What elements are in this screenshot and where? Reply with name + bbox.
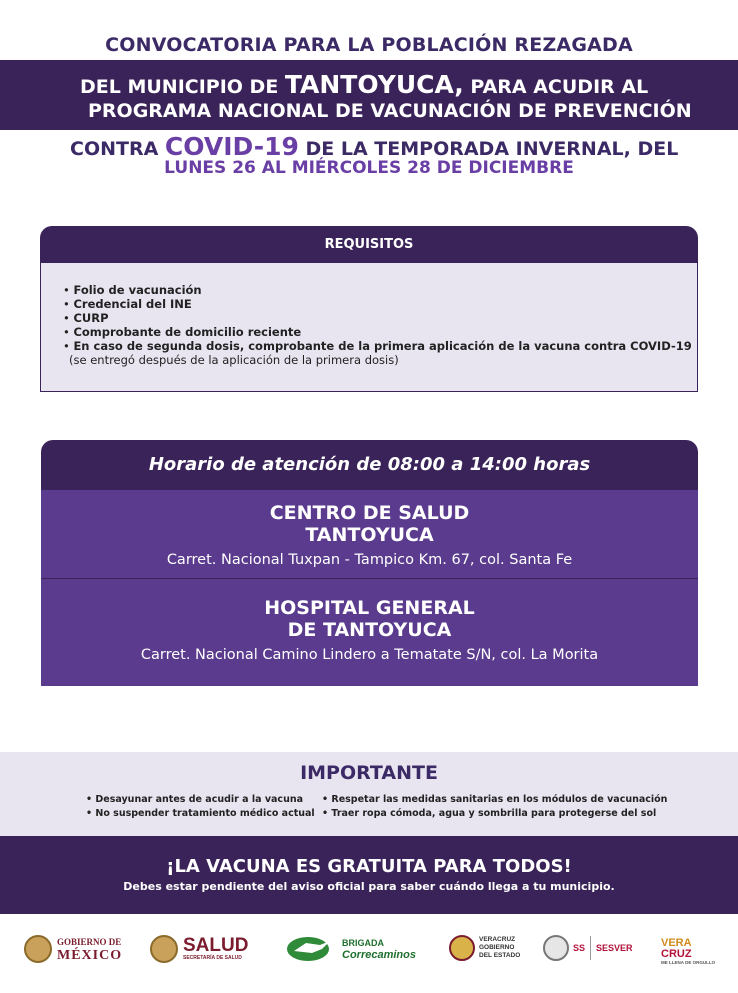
shield-icon <box>449 935 475 961</box>
gobierno-mexico-logo <box>24 935 122 963</box>
title-line-3: PROGRAMA NACIONAL DE VACUNACIÓN DE PREVENCIÓN <box>88 100 692 122</box>
list-item: • No suspender tratamiento médico actual <box>86 808 315 819</box>
logo-text: MÉXICO <box>57 947 123 963</box>
list-item: • Folio de vacunación <box>63 283 202 297</box>
logo-text: VERA <box>661 937 692 949</box>
list-item: • Comprobante de domicilio reciente <box>63 325 302 339</box>
title-line-2-pre: DEL MUNICIPIO DE <box>80 76 285 98</box>
title-line-2 <box>80 70 648 99</box>
logo-text: DEL ESTADO <box>479 952 521 959</box>
site-card <box>41 579 698 686</box>
horario-header: Horario de atención de 08:00 a 14:00 horas <box>41 440 698 490</box>
veracruz-gobierno-logo <box>449 935 520 961</box>
salud-logo <box>150 935 248 963</box>
logo-text: BRIGADA <box>342 938 384 948</box>
list-item: • Respetar las medidas sanitarias en los módulos de vacunación <box>322 794 668 805</box>
title-line-2-post: PARA ACUDIR AL <box>463 76 649 98</box>
site-card <box>41 490 698 579</box>
logo-text: Correcaminos <box>342 949 416 961</box>
gratuita-title: ¡LA VACUNA ES GRATUITA PARA TODOS! <box>166 856 572 877</box>
logo-text: CRUZ <box>661 948 692 960</box>
roadrunner-icon <box>286 935 338 963</box>
list-item: • Desayunar antes de acudir a la vacuna <box>86 794 304 805</box>
site-name: HOSPITAL GENERAL DE TANTOYUCA <box>264 597 475 641</box>
list-item: • Traer ropa cómoda, agua y sombrilla para protegerse del sol <box>322 808 657 819</box>
logo-text: ME LLENA DE ORGULLO <box>661 960 716 965</box>
title-line-4-pre: CONTRA <box>70 138 165 160</box>
logo-text: GOBIERNO DE <box>57 936 122 947</box>
logo-text: SS <box>573 943 586 953</box>
requisitos-box <box>40 263 698 392</box>
covid-label: COVID-19 <box>164 132 299 161</box>
town-name: TANTOYUCA, <box>284 70 464 99</box>
brigada-correcaminos-logo <box>286 935 416 963</box>
eagle-seal-icon <box>24 935 52 963</box>
requisitos-note: (se entregó después de la aplicación de la primera dosis) <box>69 353 399 367</box>
eagle-seal-icon <box>150 935 178 963</box>
logo-text: VERACRUZ <box>479 936 516 943</box>
logo-text: SECRETARÍA DE SALUD <box>183 955 242 961</box>
list-item: • CURP <box>63 311 109 325</box>
date-range: LUNES 26 AL MIÉRCOLES 28 DE DICIEMBRE <box>164 158 574 178</box>
title-line-1: CONVOCATORIA PARA LA POBLACIÓN REZAGADA <box>105 34 633 56</box>
logo-text: SESVER <box>596 943 633 953</box>
site-address: Carret. Nacional Camino Lindero a Tematate S/N, col. La Morita <box>140 647 599 663</box>
sesver-logo <box>543 935 633 961</box>
requisitos-list <box>63 283 692 353</box>
list-item: • En caso de segunda dosis, comprobante de la primera aplicación de la vacuna contra COVID-19 <box>63 339 692 353</box>
importante-left-list <box>86 793 315 821</box>
title-line-4 <box>70 132 678 161</box>
list-item: • Credencial del INE <box>63 297 192 311</box>
site-address: Carret. Nacional Tuxpan - Tampico Km. 67, col. Santa Fe <box>166 552 573 568</box>
site-name: CENTRO DE SALUD TANTOYUCA <box>269 502 470 546</box>
importante-title: IMPORTANTE <box>300 762 438 784</box>
title-line-4-post: DE LA TEMPORADA INVERNAL, DEL <box>298 138 679 160</box>
requisitos-header: REQUISITOS <box>40 226 698 264</box>
logo-text: GOBIERNO <box>479 944 515 951</box>
logo-text: SALUD <box>183 935 249 956</box>
veracruz-orgullo-logo <box>661 938 715 966</box>
shield-icon <box>543 935 569 961</box>
importante-right-list <box>322 793 667 821</box>
gratuita-subtitle: Debes estar pendiente del aviso oficial para saber cuándo llega a tu municipio. <box>123 880 615 893</box>
divider <box>590 936 591 960</box>
